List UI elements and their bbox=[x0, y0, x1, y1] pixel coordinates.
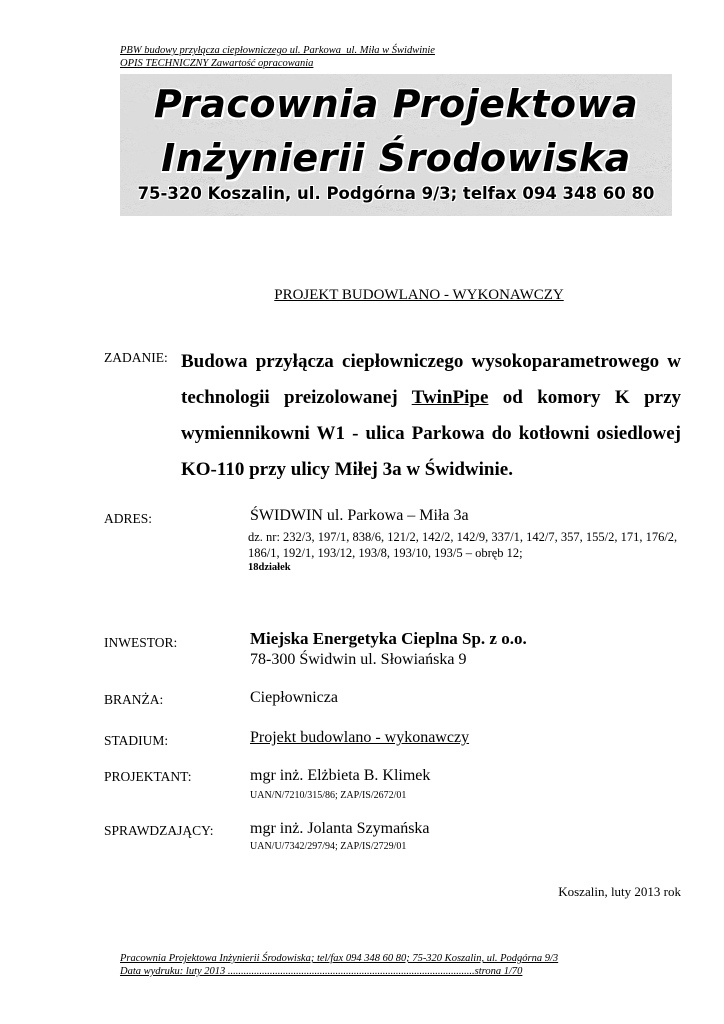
banner-company-name-line2: Inżynierii Środowiska bbox=[161, 136, 631, 180]
designer-name: mgr inż. Elżbieta B. Klimek bbox=[250, 767, 431, 784]
running-header bbox=[120, 44, 435, 70]
investor-address: 78-300 Świdwin ul. Słowiańska 9 bbox=[250, 651, 467, 668]
task-description bbox=[181, 344, 681, 488]
address-label: ADRES: bbox=[104, 511, 153, 526]
task-text-after: od komory K przy wymiennikowni W1 - ulica Parkowa do kotłowni osiedlowej KO-110 przy ulicy Miłej 3a w Świdwinie. bbox=[181, 387, 682, 480]
designer-licence: UAN/N/7210/315/86; ZAP/IS/2672/01 bbox=[250, 790, 407, 801]
header-section-line: OPIS TECHNICZNY Zawartość opracowania bbox=[120, 58, 314, 69]
investor-label: INWESTOR: bbox=[104, 635, 178, 650]
stage-label: STADIUM: bbox=[104, 733, 169, 748]
header-project-line: PBW budowy przyłącza ciepłowniczego ul. Parkowa_ul. Miła w Świdwinie bbox=[120, 45, 435, 56]
banner-contact-line: 75-320 Koszalin, ul. Podgórna 9/3; telfax 094 348 60 80 bbox=[137, 184, 655, 203]
banner-company-name-line1: Pracownia Projektowa bbox=[153, 82, 639, 126]
branch-label: BRANŻA: bbox=[104, 692, 164, 707]
checker-label: SPRAWDZAJĄCY: bbox=[104, 823, 214, 838]
checker-licence: UAN/U/7342/297/94; ZAP/IS/2729/01 bbox=[250, 841, 407, 852]
checker-name: mgr inż. Jolanta Szymańska bbox=[250, 820, 430, 837]
company-banner-logo bbox=[120, 74, 672, 216]
address-parcels: dz. nr: 232/3, 197/1, 838/6, 121/2, 142/2, 142/9, 337/1, 142/7, 357, 155/2, 171, 176/2, 186/1, 192/1, 193/12, 193/8, 193/10, 193/5 – obręb 12; bbox=[248, 530, 678, 560]
address-city: ŚWIDWIN ul. Parkowa – Miła 3a bbox=[250, 507, 469, 524]
task-text-twinpipe: TwinPipe bbox=[411, 387, 489, 408]
designer-label: PROJEKTANT: bbox=[104, 769, 192, 784]
running-footer bbox=[120, 952, 558, 978]
branch-value: Ciepłownicza bbox=[250, 689, 338, 706]
place-and-date: Koszalin, luty 2013 rok bbox=[558, 884, 681, 899]
footer-company-line: Pracownia Projektowa Inżynierii Środowiska; tel/fax 094 348 60 80; 75-320 Koszalin, ul. Podgórna 9/3 bbox=[120, 953, 559, 964]
footer-print-date-line: Data wydruku: luty 2013 ..............................................................................................strona 1/70 bbox=[120, 966, 523, 977]
address-parcel-count: 18działek bbox=[248, 562, 291, 573]
task-text-before: Budowa przyłącza ciepłowniczego wysokoparametrowego w technologii preizolowanej bbox=[181, 351, 681, 408]
investor-name: Miejska Energetyka Cieplna Sp. z o.o. bbox=[250, 629, 527, 648]
task-label: ZADANIE: bbox=[104, 350, 168, 365]
stage-value: Projekt budowlano - wykonawczy bbox=[250, 729, 470, 746]
document-title: PROJEKT BUDOWLANO - WYKONAWCZY bbox=[274, 287, 564, 303]
